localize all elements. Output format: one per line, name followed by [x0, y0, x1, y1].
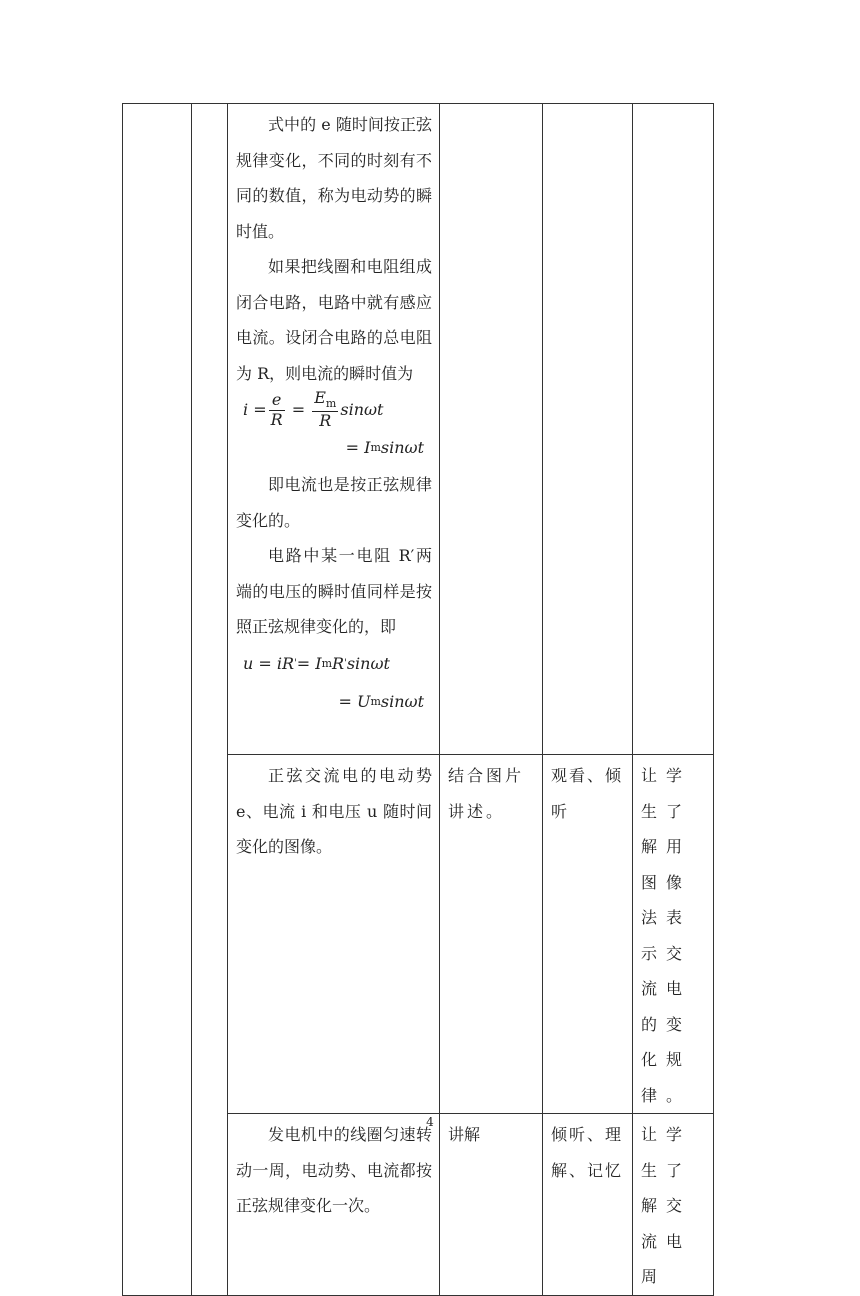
current-equation-cont: = I m sinωt [345, 438, 424, 458]
student-activity-cell [543, 104, 633, 755]
teacher-activity-cell: 结合图片讲述。 [440, 755, 543, 1114]
content-cell: 发电机中的线圈匀速转动一周，电动势、电流都按正弦规律变化一次。 [228, 1114, 440, 1296]
voltage-equation-cont: = U m sinωt [338, 691, 424, 711]
teacher-activity-cell [440, 104, 543, 755]
voltage-equation: u = iR ' = I m R ' sinωt [243, 653, 390, 673]
design-intent-cell: 让学生了解交流电周 [633, 1114, 714, 1296]
content-cell: 正弦交流电的电动势 e、电流 i 和电压 u 随时间变化的图像。 [228, 755, 440, 1114]
paragraph: 即电流也是按正弦规律变化的。 [236, 475, 432, 530]
student-activity-cell: 观看、倾听 [543, 755, 633, 1114]
paragraph: 如果把线圈和电阻组成闭合电路，电路中就有感应电流。设闭合电路的总电阻为 R，则电流的瞬时值为 [236, 257, 432, 383]
table-row [123, 104, 714, 755]
design-intent-cell [633, 104, 714, 755]
paragraph: 电路中某一电阻 R′两端的电压的瞬时值同样是按照正弦规律变化的，即 [236, 546, 432, 636]
design-intent-cell: 让学生了解用图像法表示交流电的变化规律。 [633, 755, 714, 1114]
student-activity-cell: 倾听、理解、记忆 [543, 1114, 633, 1296]
content-cell [228, 104, 440, 755]
page-number: 4 [426, 1115, 434, 1129]
current-equation: i = $\frac{e}{R}$ = $\frac{E_m}{R}$ sinωt [243, 388, 384, 431]
paragraph: 式中的 e 随时间按正弦规律变化，不同的时刻有不同的数值，称为电动势的瞬时值。 [236, 115, 432, 241]
teacher-activity-cell: 讲解 [440, 1114, 543, 1296]
